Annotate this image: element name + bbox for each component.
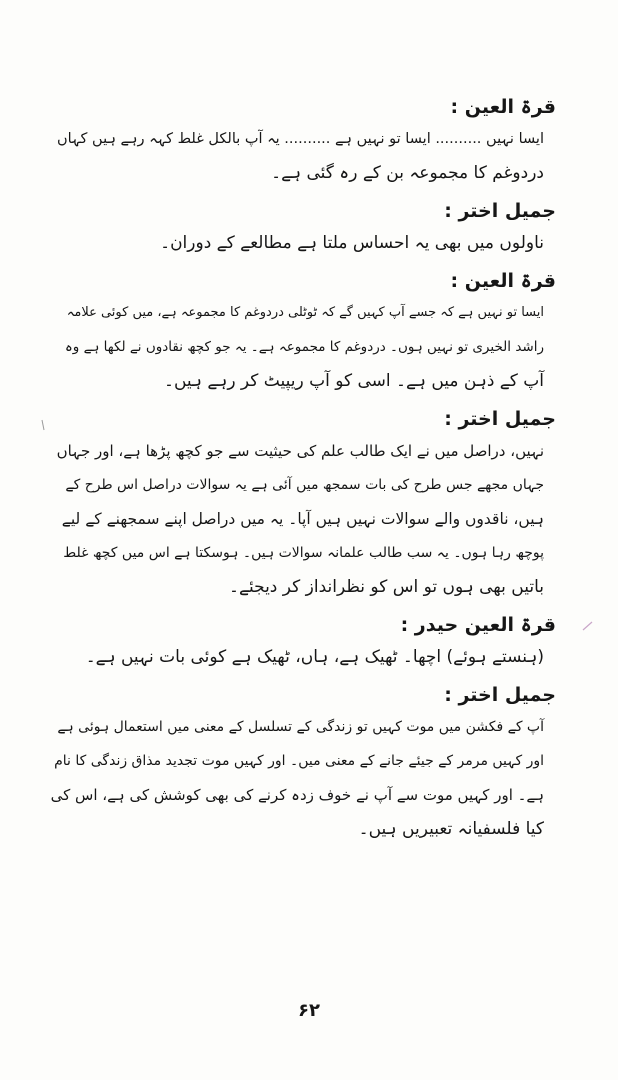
text-line: ہے۔ اور کہیں موت سے آپ نے خوف زدہ کرنے کی بھی کوشش کی ہے، اس کی [50,786,544,804]
dialogue-block [50,610,556,674]
speaker-name: جمیل اختر : [444,408,556,430]
speech-text [50,434,544,604]
speech-text [50,226,544,260]
text-line: ایسا تو نہیں ہے کہ جسے آپ کہیں گے کہ ٹوٹلی دردوغم کا مجموعہ ہے، میں کوئی علامہ [66,305,544,320]
dialogue-block [50,196,556,260]
speech-text [50,296,544,398]
dialogue-block [50,404,556,604]
dialogue-block [50,680,556,846]
text-line: پوچھ رہا ہوں۔ یہ سب طالب علمانہ سوالات ہیں۔ ہوسکتا ہے اس میں کچھ غلط [63,545,544,561]
text-line: ناولوں میں بھی یہ احساس ملتا ہے مطالعے کے دوران۔ [160,233,544,253]
speaker-name: قرۃ العین : [450,96,556,118]
text-line: دردوغم کا مجموعہ بن کے رہ گئی ہے۔ [271,163,544,183]
dialogue-block [50,92,556,190]
speaker-name: جمیل اختر : [444,200,556,222]
text-line: اور کہیں مرمر کے جیئے جانے کے معنی میں۔ اور کہیں موت تجدید مذاق زندگی کا نام [54,753,544,769]
text-line: جہاں مجھے جس طرح کی بات سمجھ میں آئی ہے یہ سوالات دراصل اس طرح کے [65,477,544,493]
text-line: کیا فلسفیانہ تعبیریں ہیں۔ [358,819,544,839]
text-line: آپ کے فکشن میں موت کہیں تو زندگی کے تسلسل کے معنی میں استعمال ہوئی ہے [57,719,544,735]
speaker-name: جمیل اختر : [444,684,556,706]
speaker-name: قرۃ العین : [450,270,556,292]
text-line: (ہنستے ہوئے) اچھا۔ ٹھیک ہے، ہاں، ٹھیک ہے کوئی بات نہیں ہے۔ [85,647,544,667]
text-line: آپ کے ذہن میں ہے۔ اسی کو آپ ریپیٹ کر رہے ہیں۔ [164,371,544,391]
speech-text [50,122,544,190]
page-number: ۶۲ [298,1000,320,1021]
text-line: ایسا نہیں .......... ایسا تو نہیں ہے .......... یہ آپ بالکل غلط کہہ رہے ہیں کہاں [56,131,544,147]
speech-text [50,710,544,846]
text-line: باتیں بھی ہوں تو اس کو نظرانداز کر دیجئے۔ [229,577,544,597]
interview-dialogue [50,92,556,852]
speech-text [50,640,544,674]
dialogue-block [50,266,556,398]
text-line: ہیں، ناقدوں والے سوالات نہیں ہیں آپا۔ یہ میں دراصل اپنے سمجھنے کے لیے [61,510,544,528]
paper-speck [42,420,44,430]
text-line: راشد الخیری تو نہیں ہوں۔ دردوغم کا مجموعہ ہے۔ یہ جو کچھ نقادوں نے لکھا ہے وہ [64,339,544,355]
text-line: نہیں، دراصل میں نے ایک طالب علم کی حیثیت سے جو کچھ پڑھا ہے، اور جہاں [56,442,544,460]
speaker-name: قرۃ العین حیدر : [400,614,556,636]
paper-speck [583,622,592,630]
